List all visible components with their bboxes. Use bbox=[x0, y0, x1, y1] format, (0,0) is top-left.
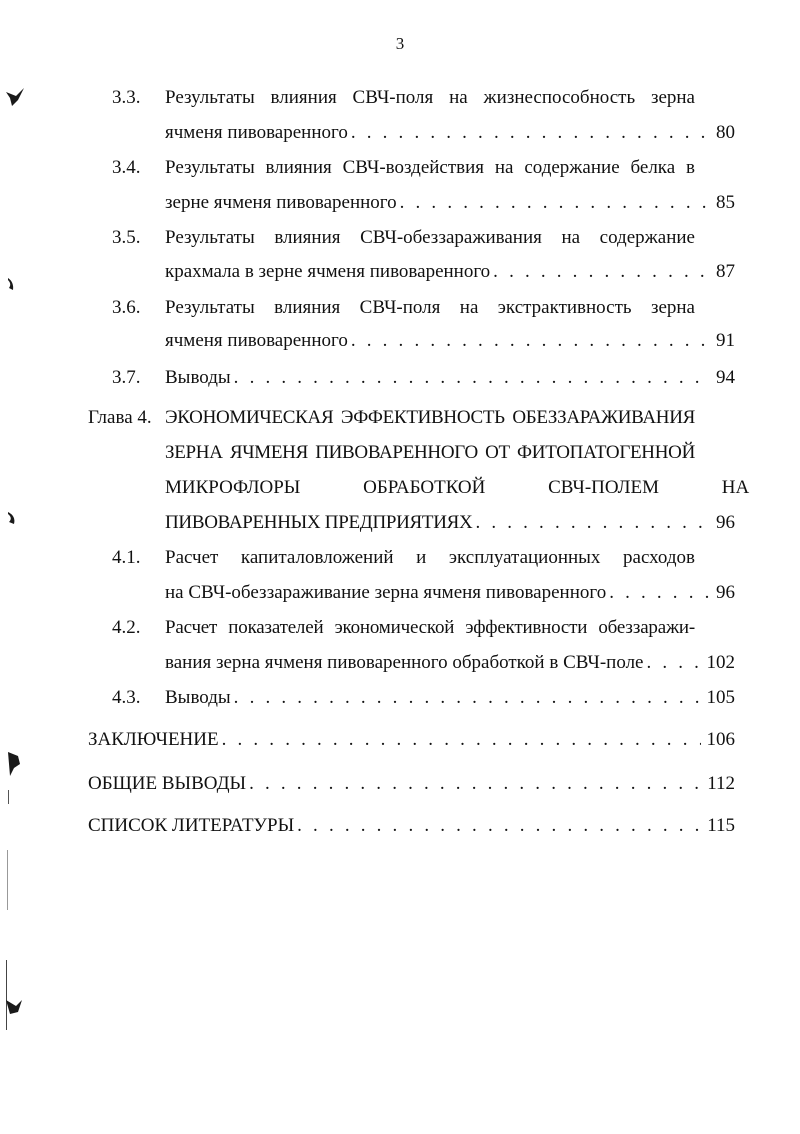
section-title-line1: Результаты влияния СВЧ-обеззараживания на содержание bbox=[165, 227, 695, 248]
binding-mark bbox=[8, 278, 13, 290]
dot-leader bbox=[493, 259, 710, 285]
chapter-title-line3: МИКРОФЛОРЫ ОБРАБОТКОЙ СВЧ-ПОЛЕМ НА bbox=[165, 477, 750, 498]
section-title-line bbox=[165, 685, 735, 711]
back-matter-line bbox=[88, 771, 735, 797]
dot-leader bbox=[351, 120, 710, 146]
dot-leader bbox=[646, 650, 700, 676]
page-number: 3 bbox=[395, 34, 405, 53]
section-title-line bbox=[165, 365, 735, 391]
dot-leader bbox=[234, 365, 710, 391]
dot-leader bbox=[249, 771, 701, 797]
dot-leader bbox=[297, 813, 701, 839]
section-number: 3.7. bbox=[112, 367, 141, 388]
section-number: 4.3. bbox=[112, 687, 141, 708]
binding-mark bbox=[6, 88, 24, 106]
dot-leader bbox=[475, 510, 710, 536]
section-title-text: крахмала в зерне ячменя пивоваренного bbox=[165, 261, 491, 282]
section-number: 3.4. bbox=[112, 157, 141, 178]
section-title-text: вания зерна ячменя пивоваренного обработкой в СВЧ-поле bbox=[165, 652, 644, 673]
page-ref: 112 bbox=[707, 773, 735, 794]
chapter-title-line4 bbox=[165, 510, 735, 536]
back-matter-line bbox=[88, 813, 735, 839]
back-matter-title: СПИСОК ЛИТЕРАТУРЫ bbox=[88, 815, 295, 836]
page-ref: 91 bbox=[716, 330, 735, 351]
binding-mark bbox=[6, 960, 7, 1030]
section-number: 3.6. bbox=[112, 297, 141, 318]
section-title-line1: Расчет капиталовложений и эксплуатационных расходов bbox=[165, 547, 695, 568]
section-title-line2 bbox=[165, 650, 735, 676]
chapter-title-line2: ЗЕРНА ЯЧМЕНЯ ПИВОВАРЕННОГО ОТ ФИТОПАТОГЕННОЙ bbox=[165, 442, 695, 463]
dot-leader bbox=[400, 190, 710, 216]
page-ref: 115 bbox=[707, 815, 735, 836]
dot-leader bbox=[234, 685, 701, 711]
binding-mark bbox=[8, 790, 9, 804]
section-title-line2 bbox=[165, 580, 735, 606]
page-ref: 80 bbox=[716, 122, 735, 143]
page-ref: 96 bbox=[716, 582, 735, 603]
page-ref: 106 bbox=[706, 729, 735, 750]
back-matter-line bbox=[88, 727, 735, 753]
section-number: 3.5. bbox=[112, 227, 141, 248]
section-title-line2 bbox=[165, 190, 735, 216]
dot-leader bbox=[351, 328, 710, 354]
chapter-title-line1: ЭКОНОМИЧЕСКАЯ ЭФФЕКТИВНОСТЬ ОБЕЗЗАРАЖИВАНИЯ bbox=[165, 407, 695, 428]
section-number: 3.3. bbox=[112, 87, 141, 108]
section-title-text: ячменя пивоваренного bbox=[165, 122, 348, 143]
binding-mark bbox=[7, 850, 8, 910]
section-title-text: ячменя пивоваренного bbox=[165, 330, 348, 351]
section-title-text: зерне ячменя пивоваренного bbox=[165, 192, 397, 213]
section-title-line2 bbox=[165, 328, 735, 354]
chapter-label: Глава 4. bbox=[88, 407, 152, 428]
page-ref: 96 bbox=[716, 512, 735, 533]
section-title-line1: Результаты влияния СВЧ-поля на жизнеспособность зерна bbox=[165, 87, 695, 108]
dot-leader bbox=[609, 580, 710, 606]
page-ref: 87 bbox=[716, 261, 735, 282]
page-ref: 85 bbox=[716, 192, 735, 213]
section-title-text: Выводы bbox=[165, 687, 231, 708]
section-title-line2 bbox=[165, 259, 735, 285]
section-title-line1: Расчет показателей экономической эффективности обеззаражи- bbox=[165, 617, 695, 638]
page-ref: 94 bbox=[716, 367, 735, 388]
dot-leader bbox=[222, 727, 701, 753]
chapter-title-text: ПИВОВАРЕННЫХ ПРЕДПРИЯТИЯХ bbox=[165, 512, 473, 533]
scan-artifacts bbox=[0, 0, 30, 1134]
section-title-line1: Результаты влияния СВЧ-поля на экстрактивность зерна bbox=[165, 297, 695, 318]
section-title-line2 bbox=[165, 120, 735, 146]
binding-mark bbox=[6, 1000, 22, 1014]
page-ref: 105 bbox=[706, 687, 735, 708]
page-ref: 102 bbox=[706, 652, 735, 673]
section-number: 4.1. bbox=[112, 547, 141, 568]
section-title-line1: Результаты влияния СВЧ-воздействия на содержание белка в bbox=[165, 157, 695, 178]
back-matter-title: ЗАКЛЮЧЕНИЕ bbox=[88, 729, 219, 750]
binding-mark bbox=[8, 512, 14, 524]
back-matter-title: ОБЩИЕ ВЫВОДЫ bbox=[88, 773, 247, 794]
section-title-text: Выводы bbox=[165, 367, 231, 388]
section-title-text: на СВЧ-обеззараживание зерна ячменя пивоваренного bbox=[165, 582, 607, 603]
section-number: 4.2. bbox=[112, 617, 141, 638]
binding-mark bbox=[8, 752, 20, 776]
